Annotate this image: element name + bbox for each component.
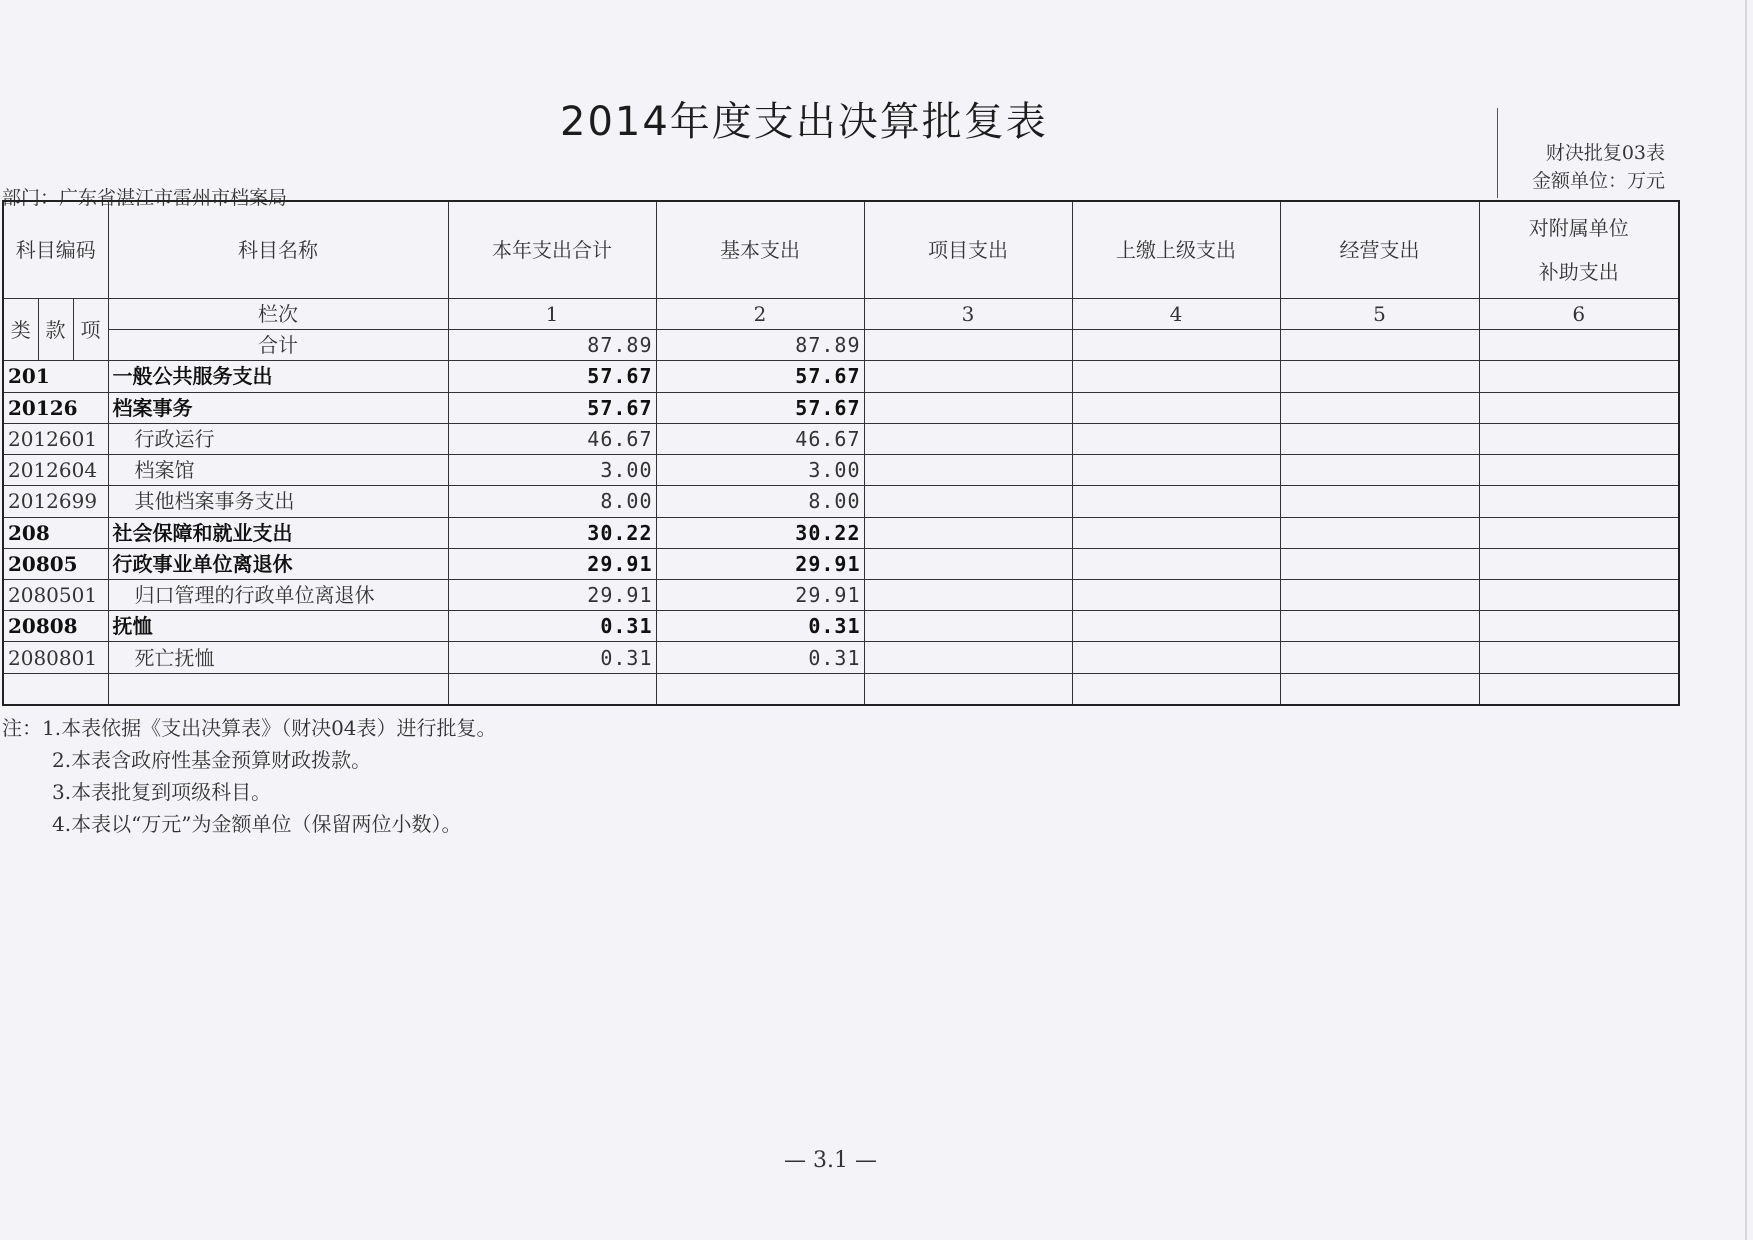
row-c1: 57.67 [448,392,656,423]
table-row [3,361,1679,392]
note-item: 4.本表以“万元”为金额单位（保留两位小数）。 [52,812,462,836]
table-row [3,455,1679,486]
row-c1: 8.00 [448,486,656,517]
row-name: 一般公共服务支出 [108,361,448,392]
note-item: 注：1.本表依据《支出决算表》（财决04表）进行批复。 [2,716,497,740]
row-c1: 0.31 [448,642,656,673]
table-row [3,486,1679,517]
col-number: 3 [864,298,1072,329]
row-c1: 57.67 [448,361,656,392]
expenditure-table [2,200,1680,706]
row-name: 行政事业单位离退休 [108,548,448,579]
lanci-row [3,298,1679,329]
row-c1: 46.67 [448,423,656,454]
header-xiang: 项 [73,298,108,360]
table-row [3,423,1679,454]
total-c2: 87.89 [656,330,864,361]
note-item: 2.本表含政府性基金预算财政拨款。 [52,748,372,772]
row-code: 2012601 [3,423,108,454]
row-code: 2080801 [3,642,108,673]
header-col-6: 对附属单位补助支出 [1479,201,1679,298]
lanci-label: 栏次 [108,298,448,329]
header-col-1: 本年支出合计 [448,201,656,298]
table-row [3,548,1679,579]
row-c1: 3.00 [448,455,656,486]
row-name: 死亡抚恤 [108,642,448,673]
row-code: 2012604 [3,455,108,486]
header-col-5: 经营支出 [1280,201,1479,298]
row-name: 抚恤 [108,611,448,642]
row-code: 20808 [3,611,108,642]
row-code: 201 [3,361,108,392]
notes [2,712,497,840]
form-number: 财决批复03表 [1545,142,1665,164]
row-c2: 29.91 [656,579,864,610]
table-row [3,517,1679,548]
total-c1: 87.89 [448,330,656,361]
scan-edge [1745,0,1747,1240]
row-name: 档案事务 [108,392,448,423]
table-row [3,642,1679,673]
row-c2: 3.00 [656,455,864,486]
row-name: 档案馆 [108,455,448,486]
row-name: 归口管理的行政单位离退休 [108,579,448,610]
row-name: 其他档案事务支出 [108,486,448,517]
header-col-2: 基本支出 [656,201,864,298]
row-c2: 0.31 [656,642,864,673]
table-row [3,392,1679,423]
col-number: 5 [1280,298,1479,329]
col-number: 1 [448,298,656,329]
col-number: 4 [1072,298,1280,329]
department-label: 部门：广东省湛江市雷州市档案局 [2,187,288,209]
col-number: 2 [656,298,864,329]
row-c1: 29.91 [448,579,656,610]
row-c1: 0.31 [448,611,656,642]
row-c2: 30.22 [656,517,864,548]
row-c1: 30.22 [448,517,656,548]
row-name: 社会保障和就业支出 [108,517,448,548]
total-label: 合计 [108,330,448,361]
row-code: 2080501 [3,579,108,610]
row-c1: 29.91 [448,548,656,579]
row-code: 208 [3,517,108,548]
row-code: 20126 [3,392,108,423]
total-row [3,330,1679,361]
row-c2: 29.91 [656,548,864,579]
empty-row [3,673,1679,705]
row-c2: 57.67 [656,392,864,423]
note-item: 3.本表批复到项级科目。 [52,780,272,804]
table-row [3,579,1679,610]
row-c2: 8.00 [656,486,864,517]
page-title: 2014年度支出决算批复表 [560,99,1048,145]
divider [1497,108,1498,198]
row-c2: 46.67 [656,423,864,454]
header-name: 科目名称 [108,201,448,298]
table-row [3,611,1679,642]
header-code: 科目编码 [3,201,108,298]
row-code: 2012699 [3,486,108,517]
header-col-4: 上缴上级支出 [1072,201,1280,298]
col-number: 6 [1479,298,1679,329]
row-c2: 57.67 [656,361,864,392]
row-name: 行政运行 [108,423,448,454]
header-kuan: 款 [38,298,73,360]
row-code: 20805 [3,548,108,579]
row-c2: 0.31 [656,611,864,642]
header-col-3: 项目支出 [864,201,1072,298]
page-number: — 3.1 — [784,1148,877,1173]
table-header-row [3,201,1679,298]
amount-unit: 金额单位：万元 [1531,170,1665,192]
header-lei: 类 [3,298,38,360]
